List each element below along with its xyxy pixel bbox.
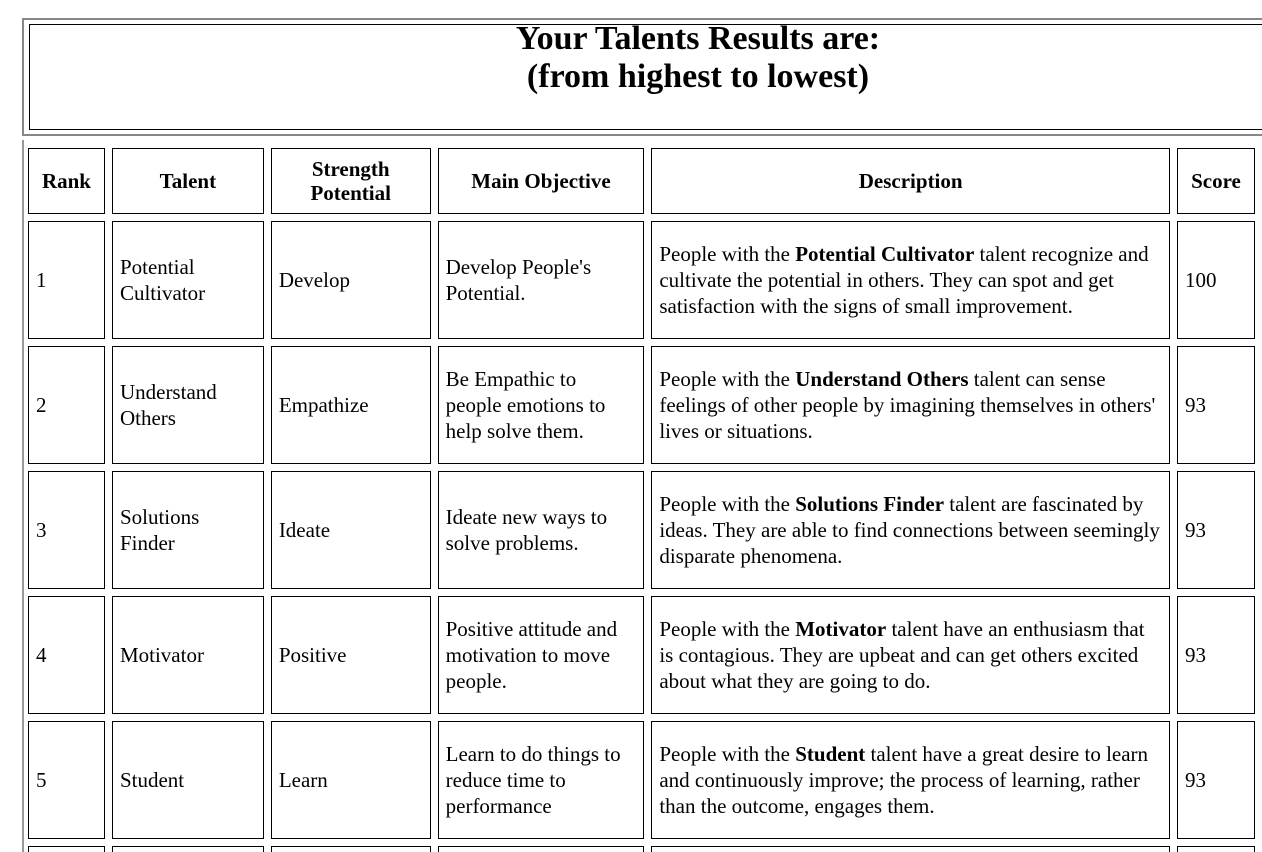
cell-rank: 3 — [28, 471, 105, 589]
table-row — [28, 721, 1255, 839]
cell-empty — [112, 846, 264, 852]
cell-score: 93 — [1177, 596, 1255, 714]
cell-empty — [1177, 846, 1255, 852]
cell-score: 100 — [1177, 221, 1255, 339]
cell-rank: 5 — [28, 721, 105, 839]
col-header-strength: Strength Potential — [271, 148, 431, 214]
cell-talent: Motivator — [112, 596, 264, 714]
table-row — [28, 221, 1255, 339]
desc-talent-name: Potential Cultivator — [795, 242, 975, 266]
cell-empty — [651, 846, 1170, 852]
cell-description — [651, 721, 1170, 839]
cell-score: 93 — [1177, 721, 1255, 839]
cell-strength: Positive — [271, 596, 431, 714]
desc-text: People with the — [659, 742, 796, 766]
table-row — [28, 596, 1255, 714]
cell-talent: Potential Cultivator — [112, 221, 264, 339]
title-line-1: Your Talents Results are: — [515, 20, 881, 57]
desc-talent-name: Student — [795, 742, 866, 766]
table-header-row — [28, 148, 1255, 214]
page-title — [0, 20, 1262, 96]
col-header-description: Description — [651, 148, 1170, 214]
cell-objective: Be Empathic to people emotions to help solve them. — [438, 346, 645, 464]
col-header-objective: Main Objective — [438, 148, 645, 214]
desc-talent-name: Motivator — [795, 617, 887, 641]
desc-text: People with the — [659, 492, 796, 516]
desc-text: People with the — [659, 242, 796, 266]
col-header-rank: Rank — [28, 148, 105, 214]
cell-score: 93 — [1177, 471, 1255, 589]
cell-rank: 2 — [28, 346, 105, 464]
cell-objective: Develop People's Potential. — [438, 221, 645, 339]
cell-description — [651, 346, 1170, 464]
cell-objective: Learn to do things to reduce time to performance — [438, 721, 645, 839]
table-row — [28, 471, 1255, 589]
col-header-score: Score — [1177, 148, 1255, 214]
table-row — [28, 346, 1255, 464]
desc-text: talent have a great desire to learn and continuously improve; the process of learning, rather than the outcome, engages them. — [659, 742, 1149, 818]
cell-talent: Student — [112, 721, 264, 839]
desc-text: talent are fascinated by ideas. They are able to find connections between seemingly disparate phenomena. — [659, 492, 1160, 568]
talents-results-table — [21, 141, 1262, 852]
desc-text: People with the — [659, 367, 796, 391]
desc-talent-name: Solutions Finder — [795, 492, 945, 516]
cell-objective: Positive attitude and motivation to move people. — [438, 596, 645, 714]
cell-strength: Ideate — [271, 471, 431, 589]
cell-strength: Empathize — [271, 346, 431, 464]
desc-talent-name: Understand Others — [795, 367, 969, 391]
cell-strength: Learn — [271, 721, 431, 839]
cell-talent: Understand Others — [112, 346, 264, 464]
cell-empty — [438, 846, 645, 852]
cell-description — [651, 221, 1170, 339]
cell-empty — [271, 846, 431, 852]
desc-text: talent have an enthusiasm that is contagious. They are upbeat and can get others excited about what they are going to do. — [659, 617, 1145, 693]
cell-objective: Ideate new ways to solve problems. — [438, 471, 645, 589]
table-row-partial — [28, 846, 1255, 852]
cell-empty — [28, 846, 105, 852]
cell-strength: Develop — [271, 221, 431, 339]
cell-description — [651, 471, 1170, 589]
cell-rank: 1 — [28, 221, 105, 339]
cell-score: 93 — [1177, 346, 1255, 464]
cell-talent: Solutions Finder — [112, 471, 264, 589]
title-line-2: (from highest to lowest) — [526, 58, 870, 95]
desc-text: talent recognize and cultivate the potential in others. They can spot and get satisfaction with the signs of small improvement. — [659, 242, 1149, 318]
cell-rank: 4 — [28, 596, 105, 714]
cell-description — [651, 596, 1170, 714]
col-header-talent: Talent — [112, 148, 264, 214]
desc-text: talent can sense feelings of other people by imagining themselves in others' lives or situations. — [659, 367, 1156, 443]
desc-text: People with the — [659, 617, 796, 641]
